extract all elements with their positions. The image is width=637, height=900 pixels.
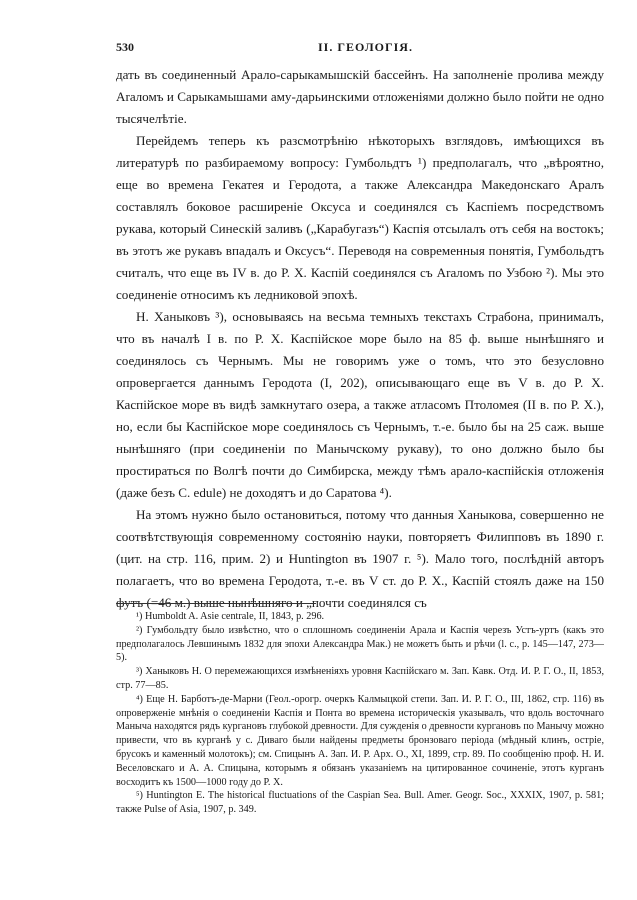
footnote-2: ²) Гумбольдту было извѣстно, что о сплошномъ соединеніи Арала и Каспія черезъ Устъ-уртъ (какъ это предполагалось Левшинымъ 1832 для эпохи Александра Мак.) не можетъ быть и рѣчи (l. c., p. 145—147, 273—5). [116, 624, 604, 664]
paragraph-3: Н. Ханыковъ ³), основываясь на весьма темныхъ текстахъ Страбона, принималъ, что въ началѣ I в. по Р. Х. Каспійское море было на 85 ф. выше нынѣшняго и соединялось съ Чернымъ. Мы не говоримъ уже о томъ, что это безусловно опровергается даннымъ Геродота (I, 202), описывающаго еще въ V в. до Р. Х. Каспійское море въ видѣ замкнутаго озера, а также атласомъ Птоломея (II в. по Р. Х.), но, если бы Каспійское море соединялось съ Чернымъ, т.-е. было бы на 25 саж. выше нынѣшняго (при соединеніи по Манычскому рукаву), то оно должно было бы простираться по Волгѣ почти до Симбирска, между тѣмъ арало-каспійскія отложенія (даже безъ C. edule) не доходятъ и до Саратова ⁴). [116, 309, 604, 500]
page-number: 530 [116, 40, 134, 54]
page-header [116, 40, 604, 58]
footnote-4: ⁴) Еще Н. Барботъ-де-Марни (Геол.-орогр. очеркъ Калмыцкой степи. Зап. И. Р. Г. О., III, 1862, стр. 116) въ опроверженіе мнѣнія о соединеніи Каспія и Понта во времена историческія указывалъ, что вдоль восточнаго Маныча находятся рядъ кургановъ глубокой древности. Для сужденія о древности кургановъ по Манычу можно привести, что въ курганѣ у с. Диваго были найдены предметы бронзоваго періода (мѣдный клинъ, остріе, брусокъ и каменный молотокъ); см. Спицынъ А. Зап. И. Р. Арх. О., XI, 1899, стр. 89. По сообщенію проф. Н. И. Веселовскаго и А. А. Спицына, которымъ я обязанъ указаніемъ на цитированное сочиненіе, этотъ курганъ восходитъ къ 1500—1000 году до Р. Х. [116, 693, 604, 788]
paragraph-2: Перейдемъ теперь къ разсмотрѣнію нѣкоторыхъ взглядовъ, имѣющихся въ литературѣ по разбираемому вопросу: Гумбольдтъ ¹) предполагалъ, что „вѣроятно, еще во времена Гекатея и Геродота, а также Александра Македонскаго Аралъ составлялъ боковое расширеніе Оксуса и соединялся съ Каспіемъ посредствомъ рукава, который Синескій заливъ („Карабугазъ“) Каспія отсылалъ отъ себя на востокъ; въ этотъ же рукавъ впадалъ и Оксусъ“. Переводя на современныя понятія, Гумбольдтъ считалъ, что еще въ IV в. до Р. Х. Каспій соединялся съ Araломъ по Узбою ²). Мы это соединеніе относимъ къ ледниковой эпохѣ. [116, 133, 604, 302]
paragraph-1: дать въ соединенный Арало-сарыкамышскій бассейнъ. На заполненіе пролива между Araломъ и Сарыкамышами аму-дарьинскими отложеніями должно было пойти не одно тысячелѣтіе. [116, 67, 604, 126]
paragraph-4: На этомъ нужно было остановиться, потому что данныя Ханыкова, совершенно не соотвѣтствующія современному состоянію науки, повторяетъ Филипповъ въ 1890 г. (цит. на стр. 116, прим. 2) и Huntington въ 1907 г. ⁵). Мало того, послѣдній авторъ полагаетъ, что во времена Геродота, т.-е. въ V ст. до Р. Х., Каспій стоялъ даже на 150 футъ (=46 м.) выше нынѣшняго и „почти соединялся съ [116, 507, 604, 610]
footnote-3: ³) Ханыковъ Н. О перемежающихся измѣненіяхъ уровня Каспійскаго м. Зап. Кавк. Отд. И. Р. Г. О., II, 1853, стр. 77—85. [116, 666, 604, 691]
footnote-1: ¹) Humboldt A. Asie centrale, II, 1843, p. 296. [136, 611, 325, 622]
footnote-5: ⁵) Huntington E. The historical fluctuations of the Caspian Sea. Bull. Amer. Geogr. Soc., XXXIX, 1907, p. 581; также Pulse of Asia, 1907, p. 349. [116, 790, 604, 816]
footnote-separator [116, 603, 316, 604]
footnotes [116, 610, 604, 817]
main-text [116, 64, 604, 614]
running-title: II. ГЕОЛОГІЯ. [318, 40, 413, 54]
